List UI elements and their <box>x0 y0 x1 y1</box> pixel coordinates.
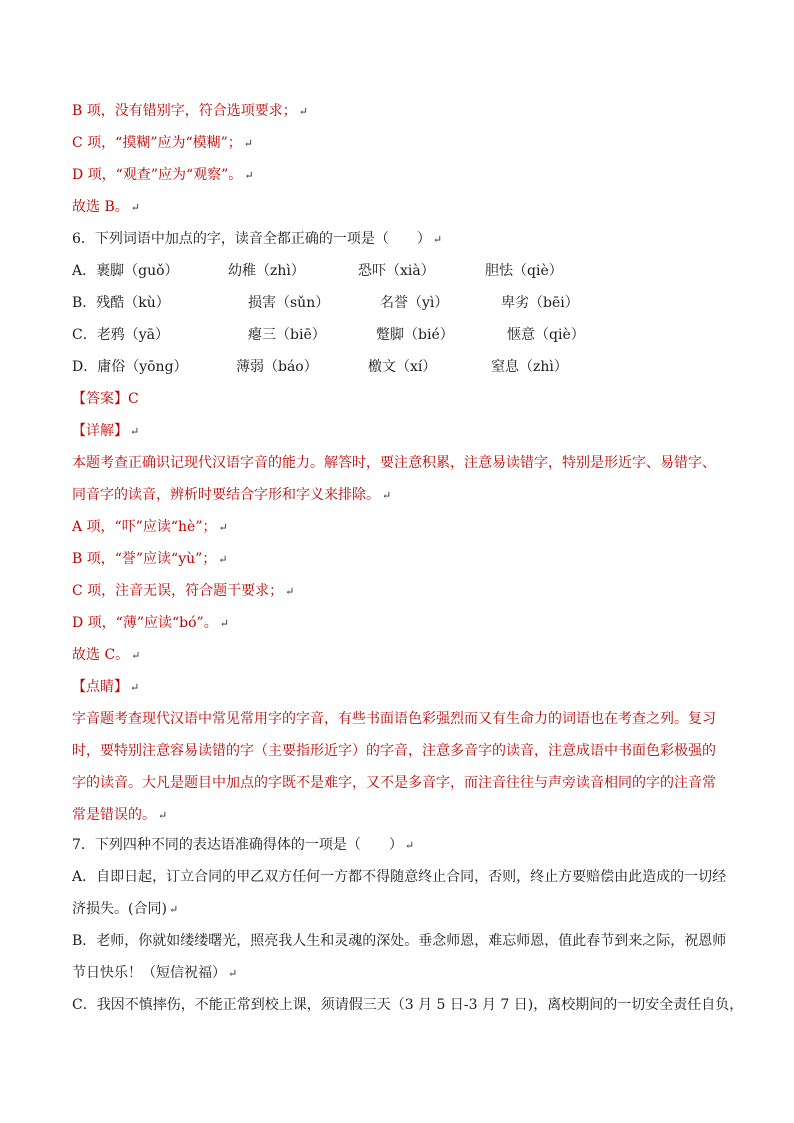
q6-tip-line-2: 时，要特别注意容易读错的字（主要指形近字）的字音，注意多音字的读音，注意成语中书面色彩极强的 <box>72 743 716 759</box>
q6-option-a: A．裹脚（guǒ） 幼稚（zhì） 恐吓（xià） 胆怯（qiè） <box>72 263 563 279</box>
q7-option-a-line-2: 济损失。(合同) ↵ <box>72 901 179 917</box>
q6-tip-line-4: 常是错误的。 ↵ <box>72 807 168 823</box>
q7-option-b-line-2: 节日快乐！（短信祝福） ↵ <box>72 965 238 981</box>
prev-answer-b: B 项，没有错别字，符合选项要求； ↵ <box>72 103 308 119</box>
prev-answer-c: C 项，“摸糊”应为“模糊”； ↵ <box>72 135 254 151</box>
answer-tag: 【答案】 <box>72 391 128 407</box>
q6-option-d: D．庸俗（yōng） 薄弱（báo） 檄文（xí） 窒息（zhì） <box>72 359 568 375</box>
q6-option-b: B．残酷（kù） 损害（sǔn） 名誉（yì） 卑劣（bēi） <box>72 295 579 311</box>
q7-option-c-line-1: C．我因不慎摔伤，不能正常到校上课，须请假三天（3 月 5 日-3 月 7 日)，离校期间的一切安全责任自负， <box>72 997 744 1013</box>
q6-detail-tag: 【详解】 ↵ <box>72 423 140 439</box>
q6-detail-line-2: 同音字的读音，辨析时要结合字形和字义来排除。 ↵ <box>72 487 392 503</box>
q6-tip-tag: 【点睛】 ↵ <box>72 679 140 695</box>
q7-option-a-line-1: A．自即日起，订立合同的甲乙双方任何一方都不得随意终止合同，否则，终止方要赔偿由此造成的一切经 <box>72 869 727 885</box>
q6-tip-line-1: 字音题考查现代汉语中常见常用字的字音，有些书面语色彩强烈而又有生命力的词语也在考查之列。复习 <box>72 711 716 727</box>
prev-answer-d: D 项，“观查”应为“观察”。 ↵ <box>72 167 254 183</box>
q6-detail-a: A 项，“吓”应读“hè”； ↵ <box>72 519 228 535</box>
q6-detail-c: C 项，注音无误，符合题干要求； ↵ <box>72 583 295 599</box>
q6-detail-line-1: 本题考查正确识记现代汉语字音的能力。解答时，要注意积累，注意易读错字，特别是形近字、易错字、 <box>72 455 716 471</box>
answer-value: C <box>128 391 139 407</box>
q6-detail-b: B 项，“誉”应读“yù”； ↵ <box>72 551 228 567</box>
q7-stem: 7．下列四种不同的表达语准确得体的一项是（ ） ↵ <box>72 837 415 853</box>
q6-conclusion: 故选 C。 ↵ <box>72 647 141 663</box>
q6-answer <box>72 389 139 409</box>
prev-conclusion: 故选 B。 ↵ <box>72 199 140 215</box>
q6-detail-d: D 项，“薄”应读“bó”。 ↵ <box>72 615 229 631</box>
q7-option-b-line-1: B．老师，你就如缕缕曙光，照亮我人生和灵魂的深处。垂念师恩，难忘师恩，值此春节到来之际，祝恩师 <box>72 933 727 949</box>
q6-tip-line-3: 字的读音。大凡是题目中加点的字既不是难字，又不是多音字，而注音往往与声旁读音相同的字的注音常 <box>72 775 716 791</box>
q6-stem: 6．下列词语中加点的字，读音全都正确的一项是（ ） ↵ <box>72 231 443 247</box>
q6-option-c: C．老鸦（yā） 瘪三（biē） 蹩脚（bié） 惬意（qiè） <box>72 327 585 343</box>
